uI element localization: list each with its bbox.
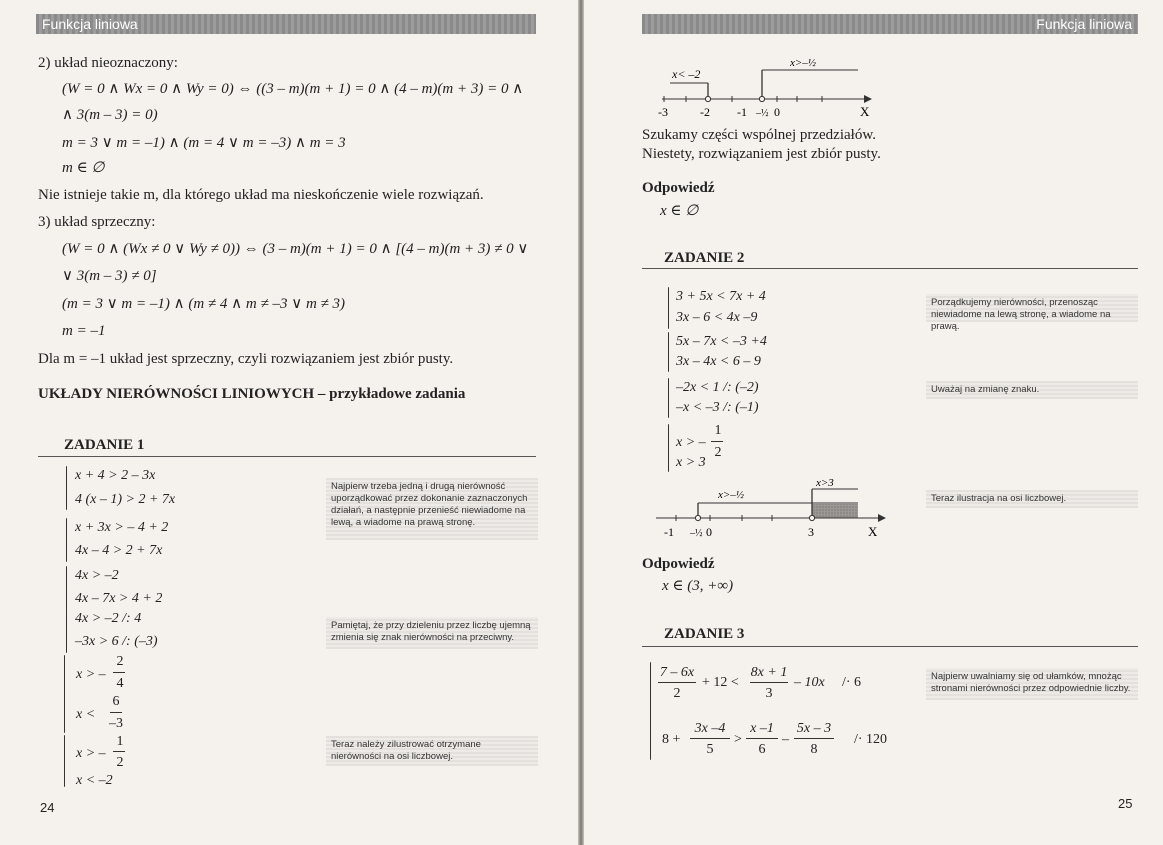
sys5-b-den: –3 <box>109 716 123 731</box>
sys5-a-den: 4 <box>116 676 124 691</box>
fraction-bar <box>113 672 125 673</box>
task3-rule <box>642 646 1138 647</box>
axis2-label-left: x>–½ <box>718 489 745 501</box>
t2-sys3-eq1: –2x < 1 /: (–2) <box>676 380 759 395</box>
task1-rule <box>38 456 536 457</box>
axis1-tick: -1 <box>737 105 747 119</box>
right-page <box>584 0 1163 845</box>
sys6-a: x > – <box>76 746 106 761</box>
t3-mid: + 12 < <box>702 675 739 690</box>
axis2-tick: -1 <box>664 525 674 539</box>
item3-line4: m = –1 <box>62 323 106 339</box>
task2-title: ZADANIE 2 <box>664 250 745 266</box>
section-title: UKŁADY NIERÓWNOŚCI LINIOWYCH – przykładowe zadania <box>38 386 466 402</box>
axis1-label-right: x>–½ <box>790 57 817 69</box>
axis1-label-left: x< –2 <box>672 67 701 81</box>
item2-line4: m ∈ ∅ <box>62 160 105 176</box>
t3-op: /· 120 <box>854 732 888 747</box>
item3-label: 3) układ sprzeczny: <box>38 214 156 230</box>
paragraph: Szukamy części wspólnej przedziałów. <box>642 127 876 143</box>
answer-value: x ∈ (3, +∞) <box>662 578 734 594</box>
t2-sys4-a: x > – <box>676 435 706 450</box>
axis1-tick: -2 <box>700 105 710 119</box>
margin-note: Teraz ilustracja na osi liczbowej. <box>926 490 1138 508</box>
fraction-bar <box>750 682 788 683</box>
t2-sys4-b: x > 3 <box>676 455 706 470</box>
axis2-label-right: x>3 <box>816 477 834 489</box>
fraction-bar <box>113 751 125 752</box>
fraction-bar <box>794 738 834 739</box>
t3-frac-num: 8x + 1 <box>750 665 788 680</box>
axis2-tick: –½ <box>690 528 703 539</box>
brace <box>668 287 669 329</box>
item2-line1: (W = 0 ∧ Wx = 0 ∧ Wy = 0) ⇔ ((3 – m)(m + 1) = 0 ∧ (4 – m)(m + 3) = 0 ∧ <box>62 81 524 97</box>
page-header <box>36 14 536 34</box>
t2-sys2-eq1: 5x – 7x < –3 +4 <box>676 334 767 349</box>
axis2-name: X <box>868 524 878 539</box>
sys6-b: x < –2 <box>76 773 113 788</box>
sys2-eq1: x + 3x > – 4 + 2 <box>75 520 169 535</box>
fraction-bar <box>711 441 723 442</box>
fraction-bar <box>110 712 122 713</box>
page-number: 24 <box>40 800 55 815</box>
t2-sys4-den: 2 <box>714 445 722 460</box>
sys5-a: x > – <box>76 667 106 682</box>
margin-note: Najpierw uwalniamy się od ułamków, mnożąc stronami nierówności przez odpowiednie liczby. <box>926 668 1138 700</box>
axis2-tick: 3 <box>808 525 814 539</box>
t3-minus: – <box>782 732 789 747</box>
t2-sys3-eq2: –x < –3 /: (–1) <box>676 400 759 415</box>
item3-line2: ∨ 3(m – 3) ≠ 0] <box>62 268 157 284</box>
brace <box>66 566 67 610</box>
t2-sys2-eq2: 3x – 4x < 6 – 9 <box>676 354 761 369</box>
item2-line2: ∧ 3(m – 3) = 0) <box>62 107 158 123</box>
axis1-tick: –½ <box>756 108 769 119</box>
sys1-eq1: x + 4 > 2 – 3x <box>75 468 156 483</box>
axis2-tick: 0 <box>706 525 712 539</box>
sys4-eq1: 4x > –2 /: 4 <box>75 611 142 626</box>
t3-rel: > <box>734 732 742 747</box>
t2-sys4-num: 1 <box>714 423 722 438</box>
fraction-bar <box>746 738 778 739</box>
sys5-a-num: 2 <box>116 654 124 669</box>
t3-frac-den: 8 <box>810 742 818 757</box>
item3-conclusion: Dla m = –1 układ jest sprzeczny, czyli rozwiązaniem jest zbiór pusty. <box>38 351 454 367</box>
t2-sys1-eq2: 3x – 6 < 4x –9 <box>676 310 758 325</box>
brace <box>64 655 65 733</box>
margin-note: Porządkujemy nierówności, przenosząc niewiadome na lewą stronę, a wiadome na prawą. <box>926 294 1138 322</box>
page-number: 25 <box>1118 796 1133 811</box>
answer-label: Odpowiedź <box>642 556 715 572</box>
t3-frac-den: 2 <box>673 686 681 701</box>
solution-shading <box>812 504 858 518</box>
brace <box>64 735 65 787</box>
item2-line3: m = 3 ∨ m = –1) ∧ (m = 4 ∨ m = –3) ∧ m = 3 <box>62 135 346 151</box>
axis1-tick: 0 <box>774 105 780 119</box>
t3-frac-num: x –1 <box>750 721 774 736</box>
item2-label: 2) układ nieoznaczony: <box>38 55 178 71</box>
fraction-bar <box>690 738 730 739</box>
task2-rule <box>642 268 1138 269</box>
t3-tail: – 10x <box>794 675 825 690</box>
brace <box>650 662 651 760</box>
brace <box>66 466 67 510</box>
margin-note: Pamiętaj, że przy dzieleniu przez liczbę ujemną zmienia się znak nierówności na przeciwny. <box>326 617 538 649</box>
brace <box>668 424 669 472</box>
number-line-2 <box>642 476 902 544</box>
sys6-a-den: 2 <box>116 755 124 770</box>
margin-note: Uważaj na zmianę znaku. <box>926 381 1138 399</box>
header-title: Funkcja liniowa <box>1036 16 1132 32</box>
item2-conclusion: Nie istnieje takie m, dla którego układ ma nieskończenie wiele rozwiązań. <box>38 187 484 203</box>
left-page <box>0 0 578 845</box>
fraction-bar <box>658 682 696 683</box>
sys5-b-num: 6 <box>112 694 120 709</box>
t2-sys1-eq1: 3 + 5x < 7x + 4 <box>676 289 766 304</box>
header-title: Funkcja liniowa <box>42 16 138 32</box>
t3-frac-den: 3 <box>765 686 773 701</box>
t3-frac-num: 5x – 3 <box>796 721 832 736</box>
axis1-name: X <box>860 104 870 119</box>
margin-note: Teraz należy zilustrować otrzymane nierówności na osi liczbowej. <box>326 736 538 766</box>
item3-line1: (W = 0 ∧ (Wx ≠ 0 ∨ Wy ≠ 0)) ⇔ (3 – m)(m + 1) = 0 ∧ [(4 – m)(m + 3) ≠ 0 ∨ <box>62 241 529 257</box>
page-header <box>642 14 1138 34</box>
brace <box>668 378 669 418</box>
task3-title: ZADANIE 3 <box>664 626 745 642</box>
t3-lead: 8 + <box>662 732 681 747</box>
sys2-eq2: 4x – 4 > 2 + 7x <box>75 543 163 558</box>
margin-note: Najpierw trzeba jedną i drugą nierówność uporządkować przez dokonanie zaznaczonych działań, a następnie przenieść niewiadome na lewą, a wiadome na prawą stronę. <box>326 478 538 540</box>
sys6-a-num: 1 <box>116 734 124 749</box>
t3-op: /· 6 <box>842 675 862 690</box>
t3-frac-num: 7 – 6x <box>659 665 695 680</box>
axis1-tick: -3 <box>658 105 668 119</box>
sys1-eq2: 4 (x – 1) > 2 + 7x <box>75 492 176 507</box>
brace <box>66 609 67 653</box>
brace <box>668 332 669 372</box>
task1-title: ZADANIE 1 <box>64 437 145 453</box>
brace <box>66 518 67 562</box>
sys4-eq2: –3x > 6 /: (–3) <box>75 634 158 649</box>
answer-value: x ∈ ∅ <box>660 203 699 219</box>
paragraph: Niestety, rozwiązaniem jest zbiór pusty. <box>642 146 881 162</box>
t3-frac-num: 3x –4 <box>694 721 726 736</box>
number-line-1 <box>642 52 882 122</box>
answer-label: Odpowiedź <box>642 180 715 196</box>
sys5-b: x < <box>76 707 96 722</box>
item3-line3: (m = 3 ∨ m = –1) ∧ (m ≠ 4 ∧ m ≠ –3 ∨ m ≠ 3) <box>62 296 346 312</box>
t3-frac-den: 6 <box>758 742 766 757</box>
sys3-eq2: 4x – 7x > 4 + 2 <box>75 591 163 606</box>
t3-frac-den: 5 <box>706 742 714 757</box>
sys3-eq1: 4x > –2 <box>75 568 119 583</box>
